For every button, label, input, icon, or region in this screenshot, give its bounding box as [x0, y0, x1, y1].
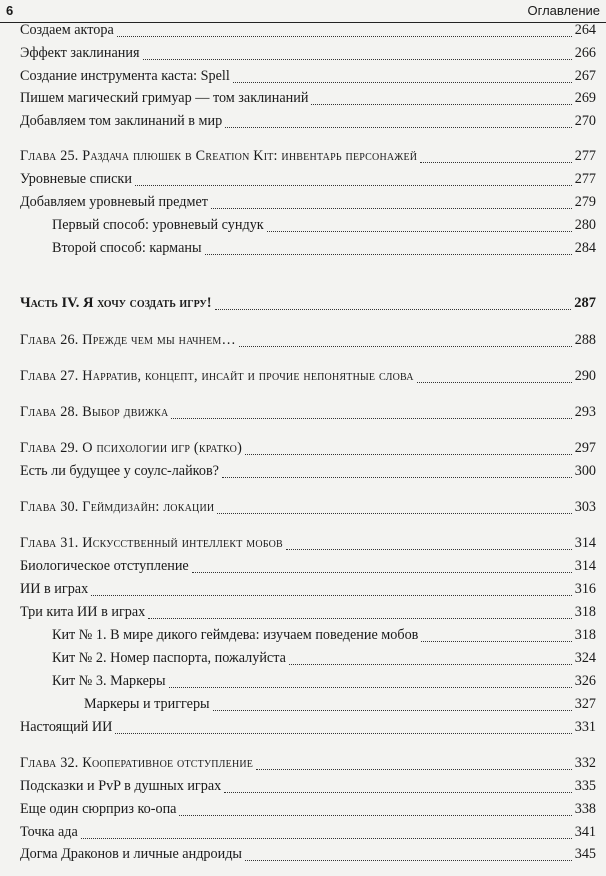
dot-leader	[205, 254, 572, 255]
toc-entry-title: Глава 29. О психологии игр (кратко)	[20, 440, 243, 456]
toc-entry-page: 279	[574, 194, 596, 210]
toc-entry-page: 269	[574, 90, 596, 106]
toc-chapter-entry	[0, 332, 606, 352]
toc-entry-title: Глава 25. Раздача плюшек в Creation Kit: инвентарь персонажей	[20, 148, 418, 164]
toc-entry-title: Кит № 1. В мире дикого геймдева: изучаем поведение мобов	[52, 627, 419, 643]
toc-entry	[0, 113, 606, 133]
toc-entry-page: 338	[574, 801, 596, 817]
toc-entry-title: Добавляем том заклинаний в мир	[20, 113, 223, 129]
toc-entry-title: Три кита ИИ в играх	[20, 604, 146, 620]
dot-leader	[192, 572, 572, 573]
dot-leader	[148, 618, 571, 619]
toc-entry-page: 314	[574, 558, 596, 574]
dot-leader	[421, 641, 571, 642]
dot-leader	[245, 454, 572, 455]
toc-entry	[0, 650, 606, 670]
dot-leader	[81, 838, 572, 839]
toc-entry	[0, 68, 606, 88]
toc-entry	[0, 604, 606, 624]
toc-entry-title: Уровневые списки	[20, 171, 132, 187]
dot-leader	[171, 418, 571, 419]
toc-entry-page: 324	[574, 650, 596, 666]
dot-leader	[224, 792, 571, 793]
dot-leader	[213, 710, 572, 711]
toc-entry-page: 266	[574, 45, 596, 61]
toc-entry-title: Кит № 2. Номер паспорта, пожалуйста	[52, 650, 286, 666]
toc-chapter-entry	[0, 535, 606, 555]
dot-leader	[239, 346, 572, 347]
dot-leader	[311, 104, 571, 105]
toc-entry-page: 331	[574, 719, 596, 735]
dot-leader	[225, 127, 572, 128]
toc-entry	[0, 240, 606, 260]
toc-entry-title: Настоящий ИИ	[20, 719, 113, 735]
dot-leader	[211, 208, 572, 209]
toc-entry-title: Глава 32. Кооперативное отступление	[20, 755, 254, 771]
toc-entry	[0, 673, 606, 693]
toc-entry-page: 270	[574, 113, 596, 129]
toc-entry-page: 335	[574, 778, 596, 794]
dot-leader	[420, 162, 572, 163]
dot-leader	[286, 549, 572, 550]
toc-entry-page: 345	[574, 846, 596, 862]
dot-leader	[117, 36, 572, 37]
toc-entry-title: Догма Драконов и личные андроиды	[20, 846, 242, 862]
toc-chapter-entry	[0, 404, 606, 424]
toc-entry-page: 277	[574, 171, 596, 187]
toc-entry-page: 341	[574, 824, 596, 840]
toc-entry	[0, 90, 606, 110]
toc-entry-title: Точка ада	[20, 824, 78, 840]
toc-entry	[0, 696, 606, 716]
dot-leader	[217, 513, 571, 514]
toc-entry	[0, 194, 606, 214]
toc-entry	[0, 627, 606, 647]
toc-entry-page: 290	[574, 368, 596, 384]
dot-leader	[91, 595, 572, 596]
toc-entry-title: Подсказки и PvP в душных играх	[20, 778, 222, 794]
toc-entry-page: 267	[574, 68, 596, 84]
toc-entry-page: 277	[574, 148, 596, 164]
toc-entry-page: 264	[574, 22, 596, 38]
toc-chapter-entry	[0, 499, 606, 519]
toc-entry-page: 288	[574, 332, 596, 348]
dot-leader	[143, 59, 572, 60]
toc-entry-page: 297	[574, 440, 596, 456]
toc-entry	[0, 846, 606, 866]
toc-entry-title: Добавляем уровневый предмет	[20, 194, 208, 210]
toc-entry-title: Еще один сюрприз ко-опа	[20, 801, 177, 817]
toc-entry	[0, 217, 606, 237]
toc-entry-title: Глава 28. Выбор движка	[20, 404, 169, 420]
toc-entry	[0, 22, 606, 42]
toc-entry-title: Глава 30. Геймдизайн: локации	[20, 499, 215, 515]
toc-chapter-entry	[0, 755, 606, 775]
toc-entry-title: Глава 27. Нарратив, концепт, инсайт и прочие непонятные слова	[20, 368, 414, 384]
dot-leader	[417, 382, 572, 383]
toc-entry-title: Эффект заклинания	[20, 45, 140, 61]
toc-entry-page: 293	[574, 404, 596, 420]
toc-entry	[0, 778, 606, 798]
toc-entry-title: Есть ли будущее у соулс-лайков?	[20, 463, 219, 479]
toc-entry	[0, 463, 606, 483]
toc-entry-title: Глава 26. Прежде чем мы начнем…	[20, 332, 236, 348]
toc-entry-title: Первый способ: уровневый сундук	[52, 217, 264, 233]
toc-entry-page: 318	[574, 604, 596, 620]
toc-entry-page: 318	[574, 627, 596, 643]
toc-entry-page: 300	[574, 463, 596, 479]
dot-leader	[233, 82, 572, 83]
dot-leader	[267, 231, 572, 232]
toc-entry	[0, 801, 606, 821]
toc-part-entry	[0, 295, 606, 315]
toc-entry-title: Глава 31. Искусственный интеллект мобов	[20, 535, 283, 551]
dot-leader	[222, 477, 572, 478]
toc-entry-page: 280	[574, 217, 596, 233]
dot-leader	[256, 769, 572, 770]
toc-entry	[0, 581, 606, 601]
toc-entry	[0, 171, 606, 191]
dot-leader	[245, 860, 572, 861]
toc-entry-title: Создаем актора	[20, 22, 114, 38]
toc-entry	[0, 558, 606, 578]
toc-entry-title: Маркеры и триггеры	[84, 696, 210, 712]
toc-chapter-entry	[0, 440, 606, 460]
toc-entry-page: 284	[574, 240, 596, 256]
dot-leader	[289, 664, 572, 665]
dot-leader	[115, 733, 571, 734]
toc-chapter-entry	[0, 148, 606, 168]
toc-entry-title: ИИ в играх	[20, 581, 89, 597]
running-section-title: Оглавление	[527, 3, 600, 18]
toc-entry	[0, 824, 606, 844]
toc-entry-title: Биологическое отступление	[20, 558, 189, 574]
toc-entry-page: 326	[574, 673, 596, 689]
page-number: 6	[6, 3, 14, 18]
toc-chapter-entry	[0, 368, 606, 388]
toc-entry-page: 327	[574, 696, 596, 712]
toc-entry	[0, 45, 606, 65]
toc-entry-page: 287	[574, 295, 596, 311]
toc-entry-title: Пишем магический гримуар — том заклинаний	[20, 90, 309, 106]
toc-entry-title: Часть IV. Я хочу создать игру!	[20, 295, 212, 311]
toc-entry-page: 332	[574, 755, 596, 771]
toc-entry-title: Кит № 3. Маркеры	[52, 673, 166, 689]
toc-entry-page: 316	[574, 581, 596, 597]
toc-entry	[0, 719, 606, 739]
dot-leader	[179, 815, 571, 816]
dot-leader	[135, 185, 572, 186]
toc-entry-page: 314	[574, 535, 596, 551]
toc-entry-page: 303	[574, 499, 596, 515]
dot-leader	[215, 309, 572, 310]
toc-entry-title: Создание инструмента каста: Spell	[20, 68, 230, 84]
toc-entry-title: Второй способ: карманы	[52, 240, 202, 256]
dot-leader	[169, 687, 572, 688]
